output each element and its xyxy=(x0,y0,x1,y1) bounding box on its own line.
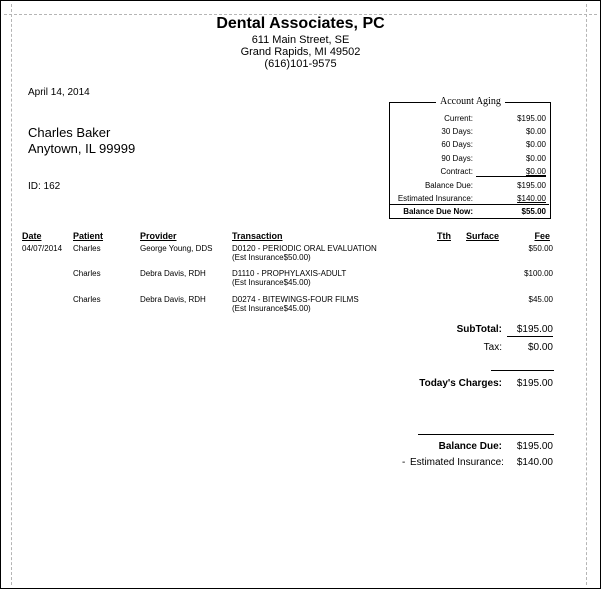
table-row-est-insurance: (Est Insurance$50.00) xyxy=(232,253,311,262)
col-header-fee: Fee xyxy=(534,231,550,241)
table-row-est-insurance: (Est Insurance$45.00) xyxy=(232,278,311,287)
statement-date: April 14, 2014 xyxy=(28,87,90,98)
table-row-est-insurance: (Est Insurance$45.00) xyxy=(232,304,311,313)
subtotal-value: $195.00 xyxy=(516,324,553,335)
table-row-patient: Charles xyxy=(73,295,101,304)
col-header-transaction: Transaction xyxy=(232,231,283,241)
tax-label: Tax: xyxy=(483,342,502,353)
practice-name: Dental Associates, PC xyxy=(216,15,385,32)
patient-id: ID: 162 xyxy=(28,181,61,192)
col-header-surface: Surface xyxy=(466,231,500,241)
aging-label-due-now: Balance Due Now: xyxy=(403,207,473,216)
balance-due-label: Balance Due: xyxy=(438,441,502,452)
aging-label-current: Current: xyxy=(444,114,473,123)
practice-street: 611 Main Street, SE xyxy=(251,34,350,46)
col-header-date: Date xyxy=(22,231,42,241)
aging-value-60: $0.00 xyxy=(525,140,546,149)
table-row-date: 04/07/2014 xyxy=(22,244,63,253)
aging-label-est-insurance: Estimated Insurance: xyxy=(397,194,473,203)
table-row-patient: Charles xyxy=(73,244,101,253)
subtotal-label: SubTotal: xyxy=(456,324,502,335)
balance-due-value: $195.00 xyxy=(516,441,553,452)
table-row-provider: Debra Davis, RDH xyxy=(140,295,206,304)
est-insurance-label: Estimated Insurance: xyxy=(410,457,504,468)
aging-value-30: $0.00 xyxy=(525,127,546,136)
col-header-tooth: Tth xyxy=(437,231,451,241)
aging-label-balance: Balance Due: xyxy=(424,181,473,190)
table-row-transaction: D0120 - PERIODIC ORAL EVALUATION xyxy=(232,244,377,253)
tax-value: $0.00 xyxy=(527,342,553,353)
aging-value-contract: $0.00 xyxy=(525,167,546,176)
col-header-provider: Provider xyxy=(140,231,177,241)
page-margin-left xyxy=(11,4,12,585)
table-row-transaction: D0274 - BITEWINGS-FOUR FILMS xyxy=(232,295,359,304)
aging-value-balance: $195.00 xyxy=(517,181,546,190)
practice-city: Grand Rapids, MI 49502 xyxy=(240,46,361,58)
practice-phone: (616)101-9575 xyxy=(264,58,337,70)
aging-value-est-insurance: $140.00 xyxy=(517,194,546,203)
balance-rule xyxy=(418,434,554,435)
col-header-patient: Patient xyxy=(73,231,104,241)
table-row-fee: $50.00 xyxy=(528,244,553,253)
table-row-patient: Charles xyxy=(73,269,101,278)
aging-value-current: $195.00 xyxy=(517,114,546,123)
todays-charges-value: $195.00 xyxy=(516,378,553,389)
patient-name: Charles Baker xyxy=(28,125,111,140)
minus-sign: - xyxy=(402,457,406,468)
patient-city: Anytown, IL 99999 xyxy=(28,141,136,156)
table-row-fee: $45.00 xyxy=(528,295,553,304)
aging-label-60: 60 Days: xyxy=(441,140,473,149)
aging-label-90: 90 Days: xyxy=(441,154,473,163)
subtotal-rule xyxy=(507,336,553,337)
aging-total-rule xyxy=(389,204,549,205)
table-row-provider: George Young, DDS xyxy=(140,244,213,253)
aging-value-due-now: $55.00 xyxy=(521,207,546,216)
aging-contract-rule xyxy=(476,176,546,177)
aging-label-30: 30 Days: xyxy=(441,127,473,136)
aging-value-90: $0.00 xyxy=(525,154,546,163)
table-row-fee: $100.00 xyxy=(524,269,553,278)
todays-rule xyxy=(491,370,554,371)
est-insurance-value: $140.00 xyxy=(516,457,553,468)
table-row-transaction: D1110 - PROPHYLAXIS-ADULT xyxy=(232,269,347,278)
table-row-provider: Debra Davis, RDH xyxy=(140,269,206,278)
account-aging-title: Account Aging xyxy=(436,96,505,107)
todays-charges-label: Today's Charges: xyxy=(419,378,502,389)
page-margin-right xyxy=(586,4,587,585)
aging-label-contract: Contract: xyxy=(440,167,473,176)
